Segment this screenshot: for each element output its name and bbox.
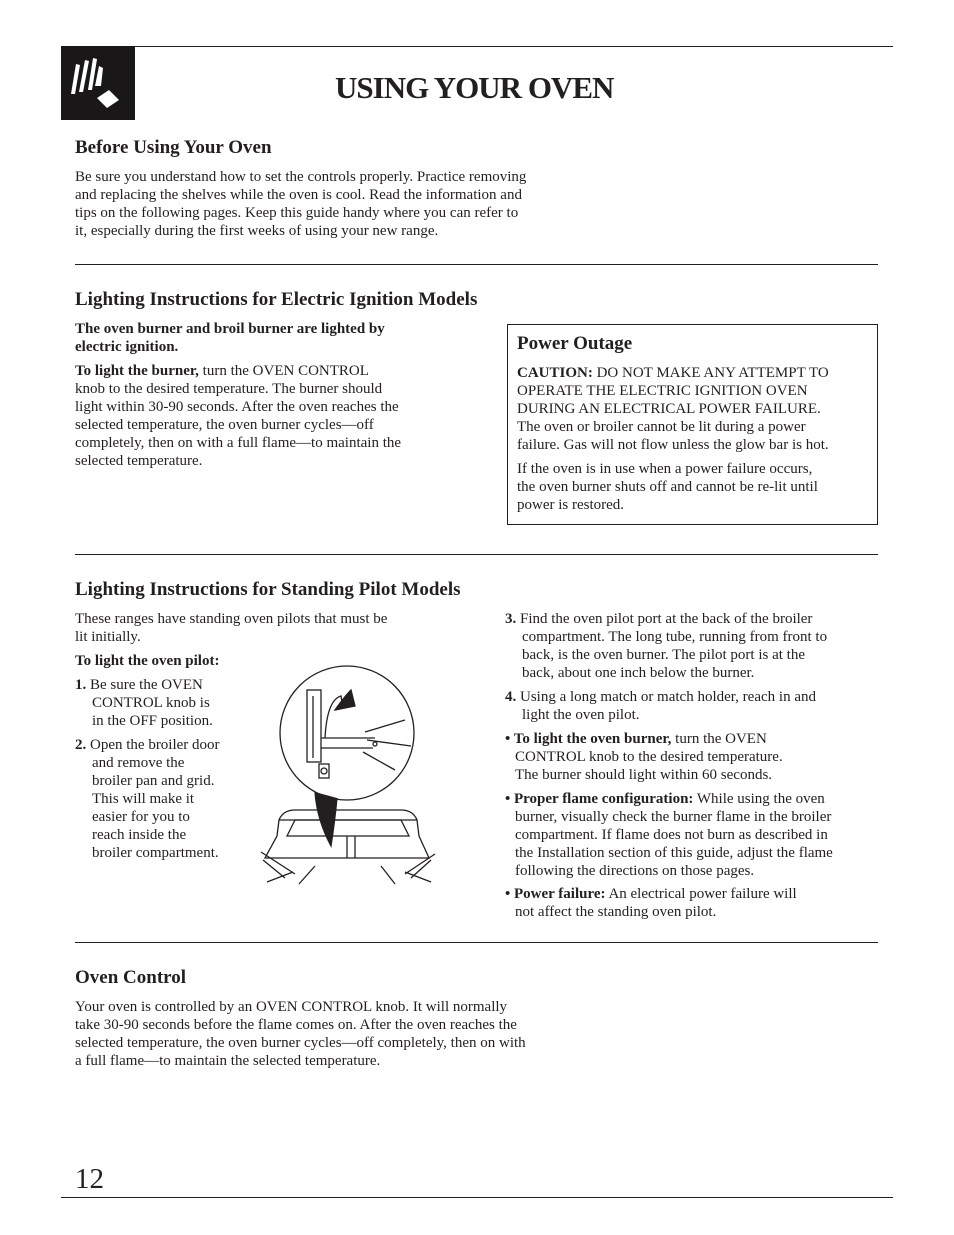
control-heading: Oven Control (75, 967, 187, 988)
text-line: tips on the following pages. Keep this guide handy where you can refer to (75, 205, 519, 221)
text-line: power is restored. (517, 497, 625, 513)
text-line: following the directions on those pages. (515, 863, 755, 879)
bullet-light-burner (505, 730, 880, 784)
text-line: The oven or broiler cannot be lit during a power (517, 419, 806, 435)
page-number: 12 (75, 1163, 104, 1195)
before-paragraph (75, 168, 615, 240)
pilot-intro (75, 610, 475, 646)
text-line: it, especially during the first weeks of using your new range. (75, 223, 439, 239)
text-line: selected temperature. (75, 453, 203, 469)
step-4 (505, 688, 880, 724)
text-line: back, about one inch below the burner. (522, 665, 755, 681)
text-line: selected temperature, the oven burner cycles—off (75, 417, 374, 433)
bullet-lead: • To light the oven burner, (505, 731, 672, 747)
step-number: 4. (505, 689, 517, 705)
text-line: the oven burner shuts off and cannot be re-lit until (517, 479, 818, 495)
text-line: take 30-90 seconds before the flame comes on. After the oven reaches the (75, 1017, 517, 1033)
text-line: completely, then on with a full flame—to maintain the (75, 435, 402, 451)
step-number: 1. (75, 677, 87, 693)
electric-intro (75, 320, 475, 356)
section-divider (75, 942, 878, 943)
power-outage-heading: Power Outage (517, 333, 633, 354)
before-heading: Before Using Your Oven (75, 137, 272, 158)
text-line: knob to the desired temperature. The burner should (75, 381, 383, 397)
text-line: broiler compartment. (92, 845, 219, 861)
text-line: compartment. If flame does not burn as described in (515, 827, 828, 843)
power-failure-note (517, 460, 875, 514)
pilot-subheading: To light the oven pilot: (75, 653, 220, 669)
text-line: a full flame—to maintain the selected temperature. (75, 1053, 381, 1069)
text-line: in the OFF position. (92, 713, 213, 729)
step-2 (75, 736, 255, 862)
text-line: If the oven is in use when a power failure occurs, (517, 461, 813, 477)
broiler-pilot-illustration (255, 660, 445, 892)
bullet-lead: • Power failure: (505, 886, 606, 902)
text-run: Be sure the OVEN (86, 677, 203, 693)
text-line: The oven burner and broil burner are lighted by (75, 321, 385, 337)
pilot-heading: Lighting Instructions for Standing Pilot Models (75, 579, 461, 600)
step-1 (75, 676, 255, 730)
text-line: broiler pan and grid. (92, 773, 215, 789)
page-title: USING YOUR OVEN (335, 70, 614, 105)
caution-label: CAUTION: (517, 365, 593, 381)
text-line: DURING AN ELECTRICAL POWER FAILURE. (517, 401, 821, 417)
text-line: and remove the (92, 755, 185, 771)
bullet-flame-configuration (505, 790, 885, 880)
text-line: not affect the standing oven pilot. (515, 904, 717, 920)
text-run: turn the OVEN (671, 731, 767, 747)
control-paragraph (75, 998, 635, 1070)
caution-text (517, 364, 875, 454)
text-line: easier for you to (92, 809, 190, 825)
text-line: and replacing the shelves while the oven is cool. Read the information and (75, 187, 522, 203)
text-line: electric ignition. (75, 339, 179, 355)
step-3 (505, 610, 880, 682)
burner-lead: To light the burner, (75, 363, 199, 379)
text-line: light within 30-90 seconds. After the oven reaches the (75, 399, 399, 415)
text-line: These ranges have standing oven pilots that must be (75, 611, 388, 627)
text-run: turn the OVEN CONTROL (198, 363, 369, 379)
bullet-lead: • Proper flame configuration: (505, 791, 694, 807)
text-line: lit initially. (75, 629, 141, 645)
electric-heading: Lighting Instructions for Electric Ignition Models (75, 289, 478, 310)
step-number: 3. (505, 611, 517, 627)
text-line: Your oven is controlled by an OVEN CONTROL knob. It will normally (75, 999, 508, 1015)
text-run: DO NOT MAKE ANY ATTEMPT TO (592, 365, 829, 381)
text-line: reach inside the (92, 827, 187, 843)
electric-burner-paragraph (75, 362, 495, 470)
text-line: back, is the oven burner. The pilot port is at the (522, 647, 805, 663)
section-divider (75, 554, 878, 555)
bullet-power-failure (505, 885, 880, 921)
text-line: CONTROL knob is (92, 695, 210, 711)
top-rule (61, 46, 893, 47)
text-run: While using the oven (693, 791, 825, 807)
bottom-rule (61, 1197, 893, 1198)
text-run: Using a long match or match holder, reach in and (516, 689, 816, 705)
text-line: The burner should light within 60 seconds. (515, 767, 773, 783)
text-line: failure. Gas will not flow unless the glow bar is hot. (517, 437, 829, 453)
text-line: Be sure you understand how to set the controls properly. Practice removing (75, 169, 527, 185)
power-outage-box (507, 324, 878, 525)
text-line: light the oven pilot. (522, 707, 640, 723)
text-line: OPERATE THE ELECTRIC IGNITION OVEN (517, 383, 808, 399)
step-number: 2. (75, 737, 87, 753)
text-line: burner, visually check the burner flame in the broiler (515, 809, 832, 825)
text-line: the Installation section of this guide, adjust the flame (515, 845, 833, 861)
text-line: This will make it (92, 791, 195, 807)
text-line: selected temperature, the oven burner cycles—off completely, then on with (75, 1035, 526, 1051)
section-divider (75, 264, 878, 265)
text-run: Find the oven pilot port at the back of the broiler (516, 611, 813, 627)
text-line: CONTROL knob to the desired temperature. (515, 749, 783, 765)
text-run: Open the broiler door (86, 737, 220, 753)
text-run: An electrical power failure will (605, 886, 797, 902)
hand-pressing-icon (61, 46, 135, 120)
text-line: compartment. The long tube, running from front to (522, 629, 828, 645)
